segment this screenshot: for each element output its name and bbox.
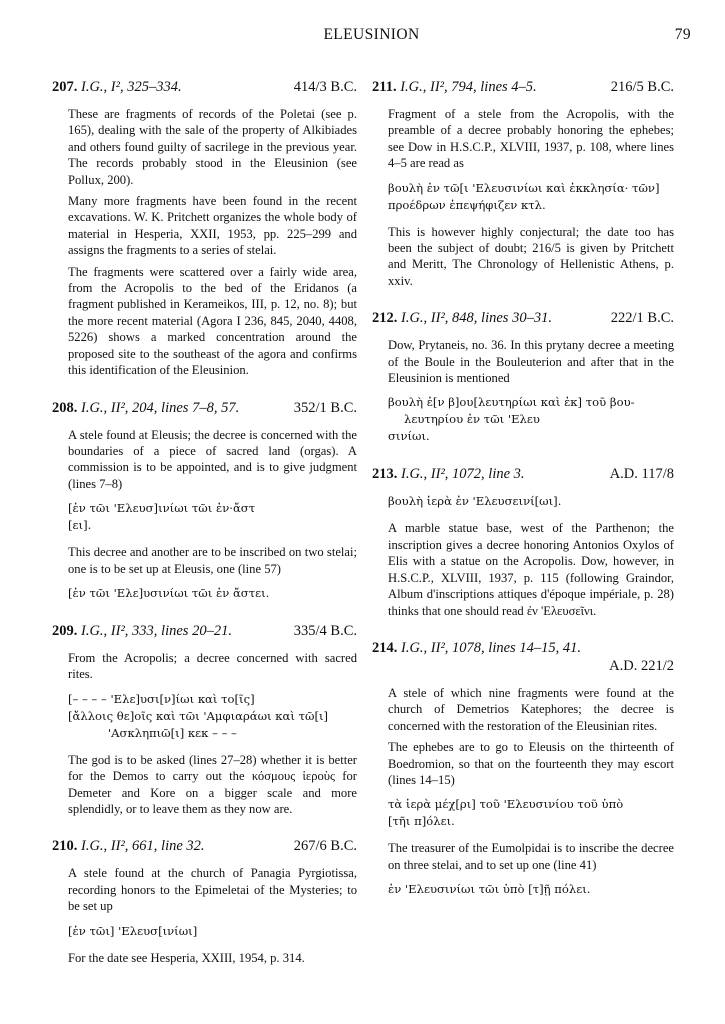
greek-line: ἐν 'Ελευσινίωι τῶι ὑπὸ [τ]ῇ πόλει. [388,882,591,897]
right-column [372,78,674,918]
paragraph: The fragments were scattered over a fairly wide area, from the Acropolis to the bed of the Eridanos (a fragment published in Kerameikos, III, p. 12, no. 8); but the more recent material (Agora I 236, 845, 2040, 4408, 5226) shows a marked concentration around the proposed site to the southeast of the agora and confirms this identification of the Eleusinion. [68,264,357,378]
entry-heading [52,837,357,855]
greek-line: τὰ ἱερὰ μέχ[ρι] τοῦ 'Ελευσινίου τοῦ ὑπὸ [388,797,624,812]
entry-date: 216/5 B.C. [610,79,674,95]
entry-heading [372,309,674,327]
paragraph: A stele of which nine fragments were found at the church of Demetrios Katephores; the decree is concerned with the restoration of the Eleusinian rites. [388,685,674,733]
entry-208 [52,399,357,602]
entry-heading [372,78,674,96]
entry-number: 208. [52,399,78,416]
greek-quotation [52,691,357,742]
entry-date: A.D. 221/2 [609,657,674,674]
greek-line: λευτηρίου ἐν τῶι 'Ελευ [404,412,540,427]
entry-211 [372,78,674,289]
greek-line: [ἐν τῶι 'Ελευσ]ινίωι τῶι ἐν·ἄστ [68,501,256,516]
entry-reference: I.G., II², 204, lines 7–8, 57. [81,399,240,416]
greek-quotation [372,394,674,445]
paragraph: Dow, Prytaneis, no. 36. In this prytany decree a meeting of the Boule in the Bouleuterion and after that in the Eleusinion is mentioned [388,338,674,386]
greek-line: βουλὴ ἱερὰ ἐν 'Ελευσεινί[ωι]. [388,494,562,509]
entry-date: A.D. 117/8 [609,466,674,483]
greek-quotation [372,881,674,898]
greek-line: [ἐν τῶι 'Ελε]υσινίωι τῶι ἐν ἄστει. [68,585,270,600]
greek-quotation [372,796,674,830]
paragraph: These are fragments of records of the Poletai (see p. 165), dealing with the sale of the property of Alkibiades and others found guilty of sacrilege in the previous year. The records probably stood in the Eleusinion (see Pollux, 200). [68,107,357,187]
greek-line: [– – – – 'Ελε]υσι[ν]ίωι καὶ το[ῖς] [68,691,255,706]
paragraph: This is however highly conjectural; the date too has been the subject of doubt; 216/5 is given by Pritchett and Meritt, The Chronology of Hellenistic Athens, p. xxiv. [388,224,674,288]
entry-reference: I.G., II², 333, lines 20–21. [81,622,232,639]
greek-line: προέδρων ἐπεψήφιζεν κτλ. [388,197,546,212]
entry-number: 210. [52,838,78,855]
paragraph: A stele found at Eleusis; the decree is concerned with the boundaries of a piece of sacred land (orgas). A commission is to be appointed, and is to give judgment (lines 7–8) [68,427,357,491]
greek-line: [ἐν τῶι] 'Ελευσ[ινίωι] [68,923,198,938]
paragraph: The ephebes are to go to Eleusis on the thirteenth of Boedromion, so that on the fourteenth they may escort (lines 14–15) [388,740,674,787]
entry-213 [372,465,674,618]
entry-number: 212. [372,310,398,327]
entry-214 [372,639,674,898]
entry-date: 222/1 B.C. [610,310,674,327]
paragraph: Fragment of a stele from the Acropolis, with the preamble of a decree probably honoring the ephebes; see Dow in H.S.C.P., XLVIII, 1937, p. 108, where lines 4–5 are read as [388,107,674,171]
entry-reference: I.G., II², 794, lines 4–5. [400,79,537,95]
entry-date: 352/1 B.C. [293,399,357,416]
greek-line: [ει]. [68,518,92,533]
entry-number: 213. [372,466,398,483]
greek-line: βουλὴ ἐν τῶ[ι 'Ελευσινίωι καὶ ἐκκλησία· τῶν] [388,180,660,195]
entry-number: 207. [52,79,78,95]
entry-reference: I.G., I², 325–334. [81,79,182,95]
entry-210 [52,837,357,966]
entry-reference: I.G., II², 848, lines 30–31. [401,310,552,327]
paragraph: From the Acropolis; a decree concerned with sacred rites. [68,650,357,682]
entry-heading [52,78,357,96]
greek-line: σινίωι. [388,429,430,444]
entry-207 [52,78,357,379]
page-number: 79 [674,26,691,43]
entry-reference: I.G., II², 1072, line 3. [401,466,525,483]
entry-212 [372,309,674,445]
greek-line: [ἄλλοις θε]οῖς καὶ τῶι 'Αμφιαράωι καὶ τῶ[ι] [68,708,329,723]
entry-heading [372,465,674,483]
left-column [52,78,357,986]
entry-heading [52,399,357,417]
greek-quotation [52,585,357,602]
paragraph: For the date see Hesperia, XXIII, 1954, p. 314. [68,950,305,965]
paragraph: The treasurer of the Eumolpidai is to inscribe the decree on three stelai, and to set up one (line 41) [388,841,674,872]
paragraph: Many more fragments have been found in the recent excavations. W. K. Pritchett organizes the whole body of material in Hesperia, XXII, 1953, pp. 225–299 and assigns the fragments to a series of stelai. [68,194,357,258]
entry-heading [52,622,357,640]
entry-number: 211. [372,79,397,95]
running-head [52,26,691,46]
entry-date: 267/6 B.C. [293,838,357,855]
greek-line: βουλὴ ἐ[ν β]ου[λευτηρίωι καὶ ἐκ] τοῦ βου- [388,395,635,410]
paragraph: This decree and another are to be inscribed on two stelai; one is to be set up at Eleusis, one (line 57) [68,545,357,576]
entry-heading [372,639,674,675]
greek-line: 'Ασκληπιῶ[ι] κεκ – – – [108,725,237,740]
entry-date: 335/4 B.C. [293,622,357,639]
greek-quotation [372,180,674,214]
paragraph: A stele found at the church of Panagia Pyrgiotissa, recording honors to the Epimeletai of the Mysteries; to be set up [68,866,357,914]
entry-209 [52,622,357,817]
entry-number: 209. [52,622,78,639]
entry-date: 414/3 B.C. [293,79,357,95]
running-title: ELEUSINION [323,26,420,43]
paragraph: The god is to be asked (lines 27–28) whether it is better for the Demos to carry out the κόσμους ἱεροὺς for Demeter and Kore on a bigger scale and more splendidly, or to leave them as they now are. [68,752,357,816]
greek-quotation [372,493,674,510]
greek-quotation [52,500,357,534]
paragraph: A marble statue base, west of the Parthenon; the inscription gives a decree honoring Antonios Oxylos of Elis with a statue on the Acropolis. Dow, however, in H.S.C.P., XLVIII, 1937, p. 115 (following Graindor, Album d'inscriptions attiques d'époque impériale, p. 28) thinks that one should read ἐν 'Ελευσεῖνι. [388,521,674,618]
entry-reference: I.G., II², 661, line 32. [81,838,205,855]
greek-line: [τῆι π]όλει. [388,814,455,829]
entry-number: 214. [372,639,398,656]
greek-quotation [52,923,357,940]
entry-reference: I.G., II², 1078, lines 14–15, 41. [401,639,581,656]
